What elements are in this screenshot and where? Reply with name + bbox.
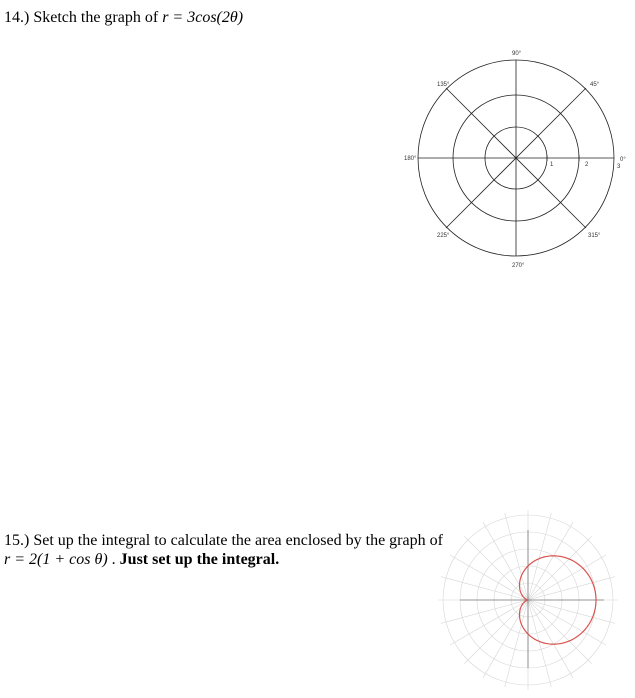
angle-label-225: 225° — [437, 233, 450, 239]
angle-label-180: 180° — [404, 156, 417, 162]
angle-label-135: 135° — [437, 82, 450, 88]
q15-line1: 15.) Set up the integral to calculate the area enclosed by the graph of — [4, 532, 443, 549]
angle-label-315: 315° — [588, 233, 601, 239]
q15-line2 — [4, 550, 443, 569]
q15-instruction: Just set up the integral. — [119, 551, 280, 568]
radius-label-1: 1 — [550, 162, 554, 168]
polar-grid — [418, 60, 614, 256]
q14-prefix: 14.) Sketch the graph of — [4, 9, 163, 26]
q15-separator: . — [107, 551, 120, 568]
angle-label-0: 0° — [620, 157, 626, 163]
radius-label-2: 2 — [585, 162, 589, 168]
angle-label-270: 270° — [512, 263, 525, 269]
polar-labels — [404, 51, 626, 269]
q15-equation: r = 2(1 + cos θ) — [4, 551, 108, 568]
angle-label-90: 90° — [512, 51, 522, 57]
q14-equation: r = 3cos(2θ) — [162, 9, 244, 26]
cardioid-figure — [438, 510, 618, 690]
radius-label-3: 3 — [617, 164, 621, 170]
angle-label-45: 45° — [590, 82, 600, 88]
question-15 — [4, 531, 443, 569]
